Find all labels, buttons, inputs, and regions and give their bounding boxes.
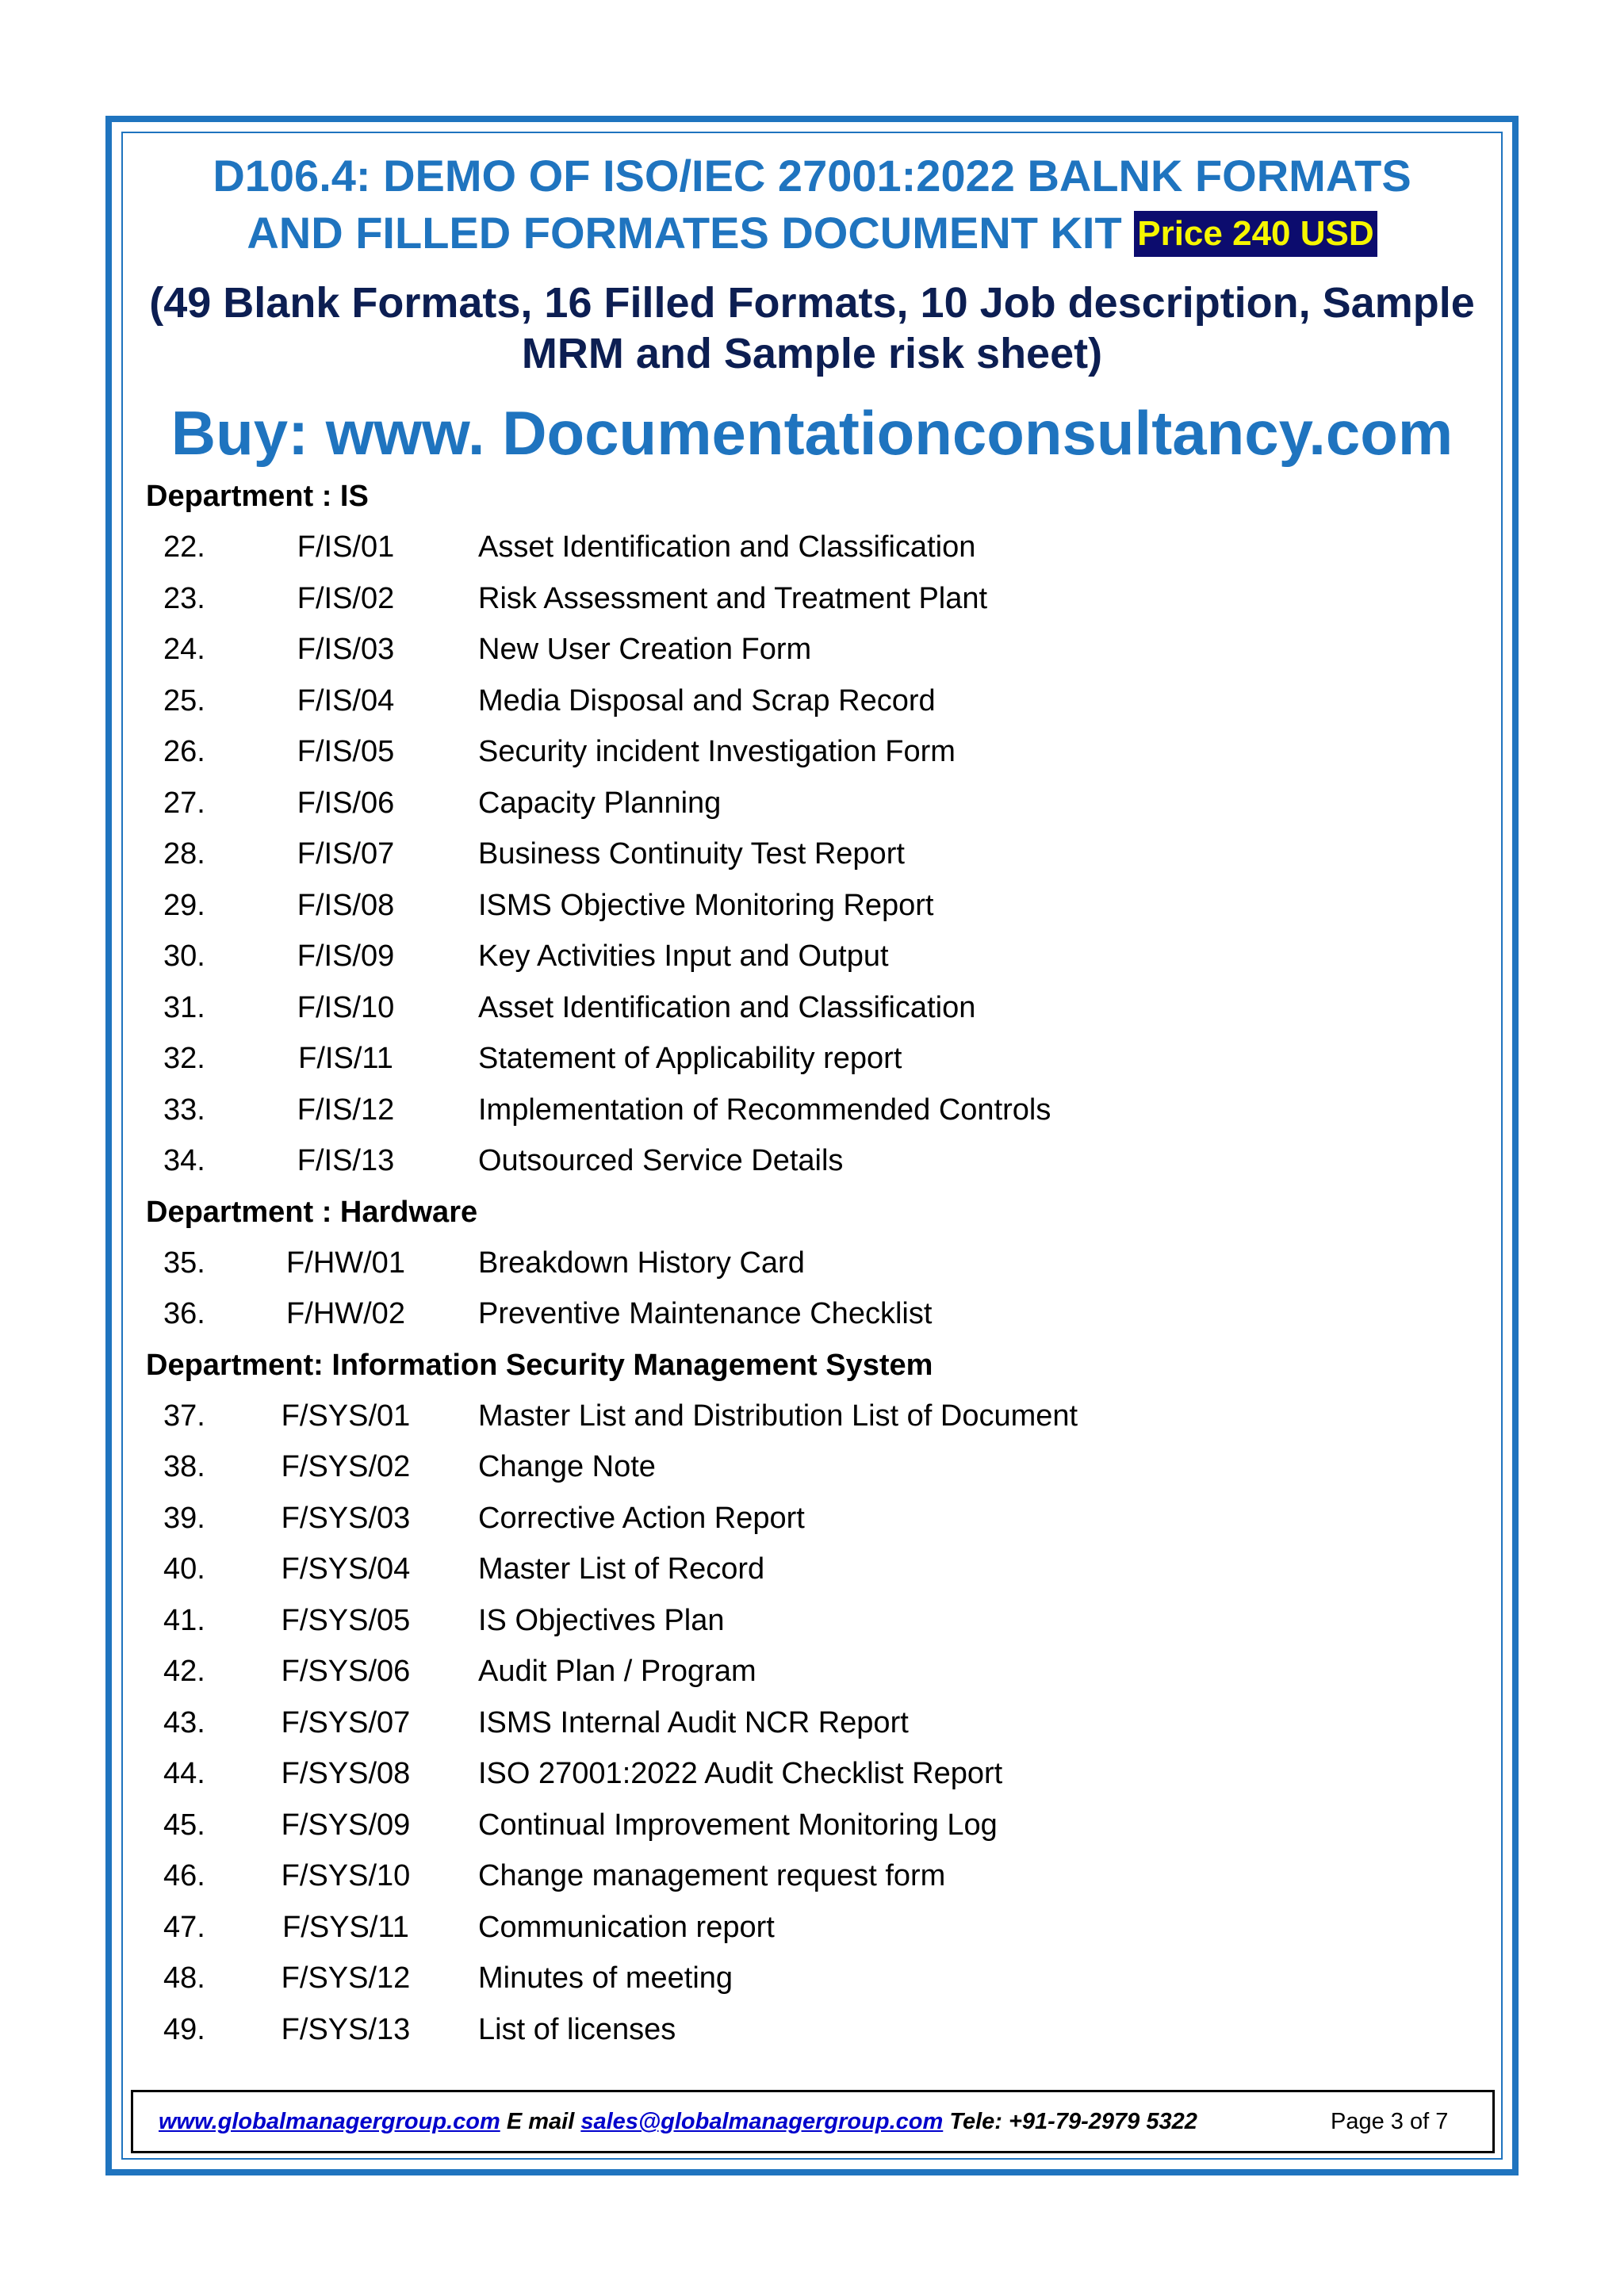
list-item xyxy=(0,573,1624,625)
item-description: Continual Improvement Monitoring Log xyxy=(478,1808,998,1842)
department-heading: Department : Hardware xyxy=(146,1195,478,1229)
item-code: F/HW/01 xyxy=(286,1246,405,1280)
item-description: Media Disposal and Scrap Record xyxy=(478,683,936,718)
item-code: F/SYS/04 xyxy=(281,1552,411,1586)
list-item xyxy=(0,1748,1624,1800)
item-number: 31. xyxy=(163,990,205,1024)
item-number: 36. xyxy=(163,1297,205,1330)
list-item xyxy=(0,778,1624,829)
item-number: 26. xyxy=(163,735,205,768)
item-number: 25. xyxy=(163,683,205,718)
list-item xyxy=(0,624,1624,675)
item-code: F/SYS/10 xyxy=(281,1859,411,1892)
telephone: Tele: +91-79-2979 5322 xyxy=(943,2109,1197,2134)
item-description: IS Objectives Plan xyxy=(478,1603,725,1637)
list-item xyxy=(0,1441,1624,1493)
item-code: F/IS/11 xyxy=(298,1042,393,1075)
list-item xyxy=(0,1646,1624,1697)
list-item xyxy=(0,1391,1624,1442)
item-code: F/IS/05 xyxy=(297,735,395,768)
list-item xyxy=(0,1544,1624,1595)
list-item xyxy=(0,1238,1624,1289)
page-footer xyxy=(131,2090,1495,2153)
item-number: 48. xyxy=(163,1961,205,1995)
doc-title-line1: D106.4: DEMO OF ISO/IEC 27001:2022 BALNK FORMATS xyxy=(213,151,1411,201)
item-description: Change management request form xyxy=(478,1859,946,1892)
item-description: Master List of Record xyxy=(478,1552,765,1586)
item-number: 30. xyxy=(163,939,205,973)
buy-link[interactable]: Buy: www. Documentationconsultancy.com xyxy=(170,398,1454,468)
item-code: F/SYS/13 xyxy=(281,2012,411,2046)
list-item xyxy=(0,931,1624,982)
item-number: 23. xyxy=(163,581,205,615)
list-item xyxy=(0,1800,1624,1851)
item-description: ISO 27001:2022 Audit Checklist Report xyxy=(478,1757,1003,1790)
list-item xyxy=(0,880,1624,932)
list-item xyxy=(0,1902,1624,1954)
item-number: 46. xyxy=(163,1859,205,1892)
department-heading: Department : IS xyxy=(146,480,369,513)
item-code: F/SYS/05 xyxy=(281,1603,411,1637)
list-item xyxy=(0,1953,1624,2004)
item-code: F/IS/10 xyxy=(297,990,395,1024)
list-item xyxy=(0,1493,1624,1544)
doc-title-line2-text: AND FILLED FORMATES DOCUMENT KIT xyxy=(247,208,1122,258)
list-item xyxy=(0,1085,1624,1136)
item-number: 28. xyxy=(163,837,205,871)
item-description: Corrective Action Report xyxy=(478,1501,805,1535)
item-number: 38. xyxy=(163,1450,205,1483)
item-code: F/SYS/12 xyxy=(281,1961,411,1995)
item-code: F/IS/13 xyxy=(297,1144,395,1177)
item-description: ISMS Objective Monitoring Report xyxy=(478,888,934,922)
item-number: 49. xyxy=(163,2012,205,2046)
list-item xyxy=(0,1135,1624,1187)
list-item xyxy=(0,726,1624,778)
item-description: Security incident Investigation Form xyxy=(478,735,956,768)
item-code: F/IS/06 xyxy=(297,786,395,820)
item-number: 24. xyxy=(163,633,205,666)
item-description: Change Note xyxy=(478,1450,656,1483)
item-code: F/SYS/03 xyxy=(281,1501,411,1535)
item-code: F/SYS/09 xyxy=(281,1808,411,1842)
item-description: Minutes of meeting xyxy=(478,1961,733,1995)
footer-contact xyxy=(159,2092,1197,2151)
list-item xyxy=(0,1595,1624,1647)
item-number: 41. xyxy=(163,1603,205,1637)
list-item xyxy=(0,2004,1624,2056)
item-code: F/SYS/02 xyxy=(281,1450,411,1483)
item-description: Audit Plan / Program xyxy=(478,1655,756,1688)
list-item xyxy=(0,522,1624,573)
item-description: Implementation of Recommended Controls xyxy=(478,1093,1051,1127)
item-code: F/SYS/06 xyxy=(281,1655,411,1688)
item-code: F/SYS/01 xyxy=(281,1399,411,1433)
item-number: 32. xyxy=(163,1042,205,1075)
item-number: 40. xyxy=(163,1552,205,1586)
doc-subtitle-line1: (49 Blank Formats, 16 Filled Formats, 10 Job description, Sample xyxy=(149,279,1475,327)
item-number: 44. xyxy=(163,1757,205,1790)
item-code: F/IS/12 xyxy=(297,1093,395,1127)
item-description: Outsourced Service Details xyxy=(478,1144,844,1177)
item-number: 37. xyxy=(163,1399,205,1433)
website-link[interactable]: www.globalmanagergroup.com xyxy=(159,2109,500,2134)
item-number: 27. xyxy=(163,786,205,820)
item-number: 47. xyxy=(163,1910,205,1944)
item-description: Capacity Planning xyxy=(478,786,722,820)
item-code: F/IS/03 xyxy=(297,633,395,666)
item-code: F/IS/04 xyxy=(297,683,395,718)
item-description: Asset Identification and Classification xyxy=(478,530,976,564)
item-description: Asset Identification and Classification xyxy=(478,990,976,1024)
doc-subtitle-line2: MRM and Sample risk sheet) xyxy=(521,330,1103,377)
item-description: Breakdown History Card xyxy=(478,1246,805,1280)
item-description: ISMS Internal Audit NCR Report xyxy=(478,1705,909,1739)
item-code: F/HW/02 xyxy=(286,1297,405,1330)
item-code: F/IS/07 xyxy=(297,837,395,871)
item-number: 43. xyxy=(163,1705,205,1739)
item-number: 22. xyxy=(163,530,205,564)
item-code: F/SYS/11 xyxy=(282,1910,409,1944)
item-code: F/IS/09 xyxy=(297,939,395,973)
item-code: F/SYS/08 xyxy=(281,1757,411,1790)
doc-title-line2 xyxy=(0,205,1624,262)
item-description: Risk Assessment and Treatment Plant xyxy=(478,581,988,615)
item-description: New User Creation Form xyxy=(478,633,812,666)
list-item xyxy=(0,1850,1624,1902)
item-code: F/IS/08 xyxy=(297,888,395,922)
price-badge: Price 240 USD xyxy=(1134,211,1377,257)
item-number: 34. xyxy=(163,1144,205,1177)
item-code: F/SYS/07 xyxy=(281,1705,411,1739)
item-description: Key Activities Input and Output xyxy=(478,939,889,973)
item-description: Business Continuity Test Report xyxy=(478,837,905,871)
item-description: Statement of Applicability report xyxy=(478,1042,902,1075)
page-number: Page 3 of 7 xyxy=(1331,2109,1449,2134)
format-list xyxy=(0,471,1624,2055)
email-label: E mail xyxy=(500,2109,581,2134)
item-number: 45. xyxy=(163,1808,205,1842)
item-number: 33. xyxy=(163,1093,205,1127)
list-item xyxy=(0,1697,1624,1749)
item-code: F/IS/02 xyxy=(297,581,395,615)
department-heading: Department: Information Security Management System xyxy=(146,1348,933,1382)
list-item xyxy=(0,982,1624,1034)
item-number: 35. xyxy=(163,1246,205,1280)
email-link[interactable]: sales@globalmanagergroup.com xyxy=(580,2109,944,2134)
list-item xyxy=(0,1033,1624,1085)
list-item xyxy=(0,1288,1624,1340)
item-description: Communication report xyxy=(478,1910,775,1944)
list-item xyxy=(0,828,1624,880)
item-code: F/IS/01 xyxy=(297,530,395,564)
list-item xyxy=(0,675,1624,727)
item-description: Preventive Maintenance Checklist xyxy=(478,1297,933,1330)
item-number: 42. xyxy=(163,1655,205,1688)
item-description: List of licenses xyxy=(478,2012,676,2046)
item-number: 29. xyxy=(163,888,205,922)
item-number: 39. xyxy=(163,1501,205,1535)
item-description: Master List and Distribution List of Document xyxy=(478,1399,1078,1433)
